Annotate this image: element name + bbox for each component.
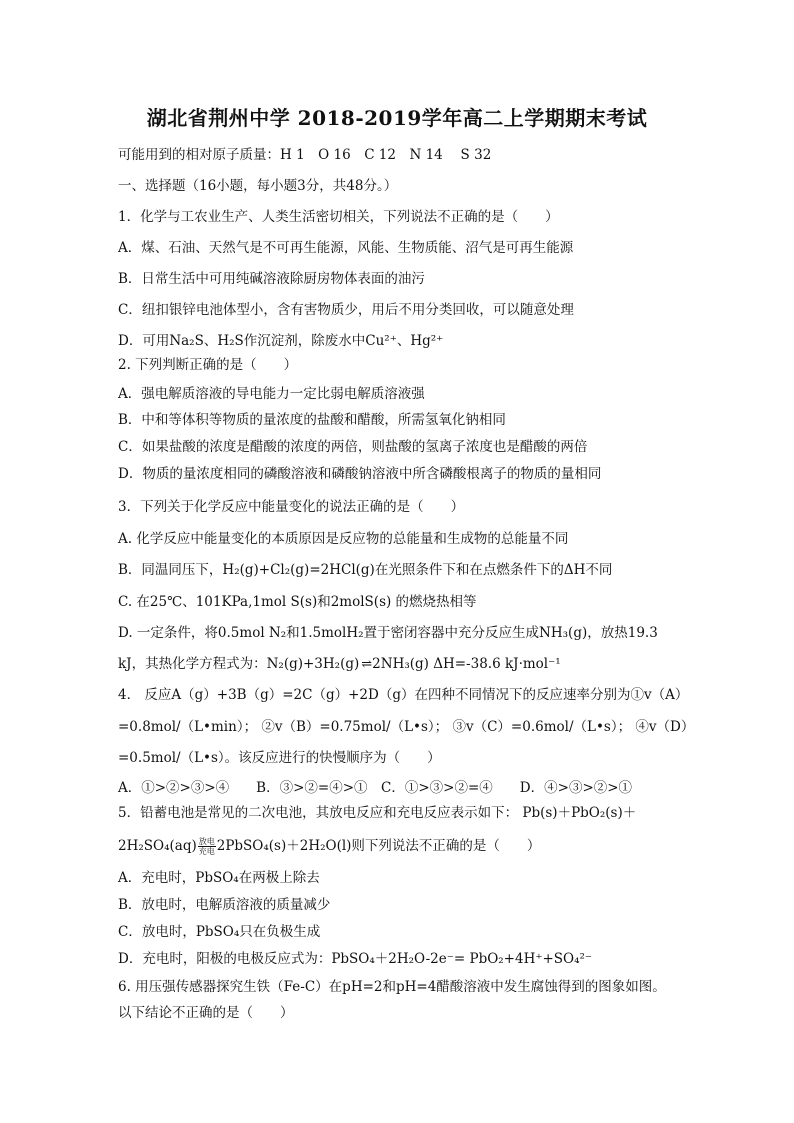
q5-reactants: 2H₂SO₄(aq) bbox=[118, 838, 197, 854]
equilibrium-arrow-icon: ⇌ bbox=[361, 657, 371, 672]
q2-option-c: C．如果盐酸的浓度是醋酸的浓度的两倍，则盐酸的氢离子浓度也是醋酸的两倍 bbox=[118, 439, 588, 455]
q4-stem-line1: 4． 反应A（g）+3B（g）=2C（g）+2D（g）在四种不同情况下的反应速率分别为①v（A） bbox=[118, 687, 689, 703]
q5-stem-line1: 5．铅蓄电池是常见的二次电池，其放电反应和充电反应表示如下： Pb(s)＋PbO₂(s)＋ bbox=[118, 805, 637, 821]
q5-option-b: B．放电时，电解质溶液的质量减少 bbox=[118, 897, 331, 913]
arrow-label-charge: 充电 bbox=[198, 847, 215, 856]
q2-option-a: A．强电解质溶液的导电能力一定比弱电解质溶液强 bbox=[118, 386, 425, 402]
q3-stem: 3．下列关于化学反应中能量变化的说法正确的是（ ） bbox=[118, 499, 465, 515]
q4-stem-line3: =0.5mol/（L•s）。该反应进行的快慢顺序为（ ） bbox=[118, 750, 441, 766]
atomic-masses: 可能用到的相对原子质量：H 1 O 16 C 12 N 14 S 32 bbox=[118, 147, 492, 163]
q4-options: A．①>②>③>④ B．③>②=④>① C．①>③>②=④ D．④>③>②>① bbox=[118, 780, 633, 796]
q5-stem-line2 bbox=[118, 837, 540, 856]
q3-d-lhs: kJ，其热化学方程式为：N₂(g)+3H₂(g) bbox=[118, 656, 360, 672]
q4-stem-line2: =0.8mol/（L•min）； ②v（B）=0.75mol/（L•s）； ③v（C）=0.6mol/（L•s）； ④v（D） bbox=[118, 719, 695, 735]
q1-option-c: C．纽扣银锌电池体型小，含有害物质少，用后不用分类回收，可以随意处理 bbox=[118, 302, 574, 318]
q1-option-d: D．可用Na₂S、H₂S作沉淀剂，除废水中Cu²⁺、Hg²⁺ bbox=[118, 333, 444, 349]
q3-option-a: A. 化学反应中能量变化的本质原因是反应物的总能量和生成物的总能量不同 bbox=[118, 531, 569, 547]
q5-option-a: A．充电时，PbSO₄在两极上除去 bbox=[118, 870, 320, 886]
q3-option-b: B．同温同压下，H₂(g)+Cl₂(g)=2HCl(g)在光照条件下和在点燃条件下的ΔH不同 bbox=[118, 562, 613, 578]
q1-option-a: A．煤、石油、天然气是不可再生能源，风能、生物质能、沼气是可再生能源 bbox=[118, 240, 574, 256]
q2-option-b: B．中和等体积等物质的量浓度的盐酸和醋酸，所需氢氧化钠相同 bbox=[118, 412, 506, 428]
reaction-condition-arrow bbox=[198, 837, 216, 856]
q5-option-d: D．充电时，阳极的电极反应式为：PbSO₄＋2H₂O-2e⁻= PbO₂+4H⁺+SO₄²⁻ bbox=[118, 951, 593, 967]
q6-stem-line2: 以下结论不正确的是（ ） bbox=[118, 1005, 294, 1021]
q1-option-b: B．日常生活中可用纯碱溶液除厨房物体表面的油污 bbox=[118, 271, 425, 287]
q3-option-d-line2 bbox=[118, 655, 561, 674]
section-header: 一、选择题（16小题，每小题3分，共48分。） bbox=[118, 178, 398, 194]
q5-option-c: C．放电时，PbSO₄只在负极生成 bbox=[118, 924, 321, 940]
q6-stem-line1: 6. 用压强传感器探究生铁（Fe-C）在pH=2和pH=4醋酸溶液中发生腐蚀得到的图象如图。 bbox=[118, 979, 666, 995]
q2-stem: 2. 下列判断正确的是（ ） bbox=[118, 357, 298, 373]
q3-option-d-line1: D. 一定条件，将0.5mol N₂和1.5molH₂置于密闭容器中充分反应生成NH₃(g)，放热19.3 bbox=[118, 625, 658, 641]
q5-products: 2PbSO₄(s)＋2H₂O(l)则下列说法不正确的是（ ） bbox=[216, 838, 541, 854]
q3-d-rhs: 2NH₃(g) ΔH=-38.6 kJ·mol⁻¹ bbox=[372, 656, 561, 672]
q3-option-c: C. 在25℃、101KPa,1mol S(s)和2molS(s) 的燃烧热相等 bbox=[118, 594, 477, 610]
arrow-label-discharge: 放电 bbox=[198, 837, 215, 846]
q2-option-d: D．物质的量浓度相同的磷酸溶液和磷酸钠溶液中所含磷酸根离子的物质的量相同 bbox=[118, 466, 602, 482]
q1-stem: 1．化学与工农业生产、人类生活密切相关，下列说法不正确的是（ ） bbox=[118, 209, 559, 225]
page-title: 湖北省荆州中学 2018-2019学年高二上学期期末考试 bbox=[146, 106, 648, 130]
